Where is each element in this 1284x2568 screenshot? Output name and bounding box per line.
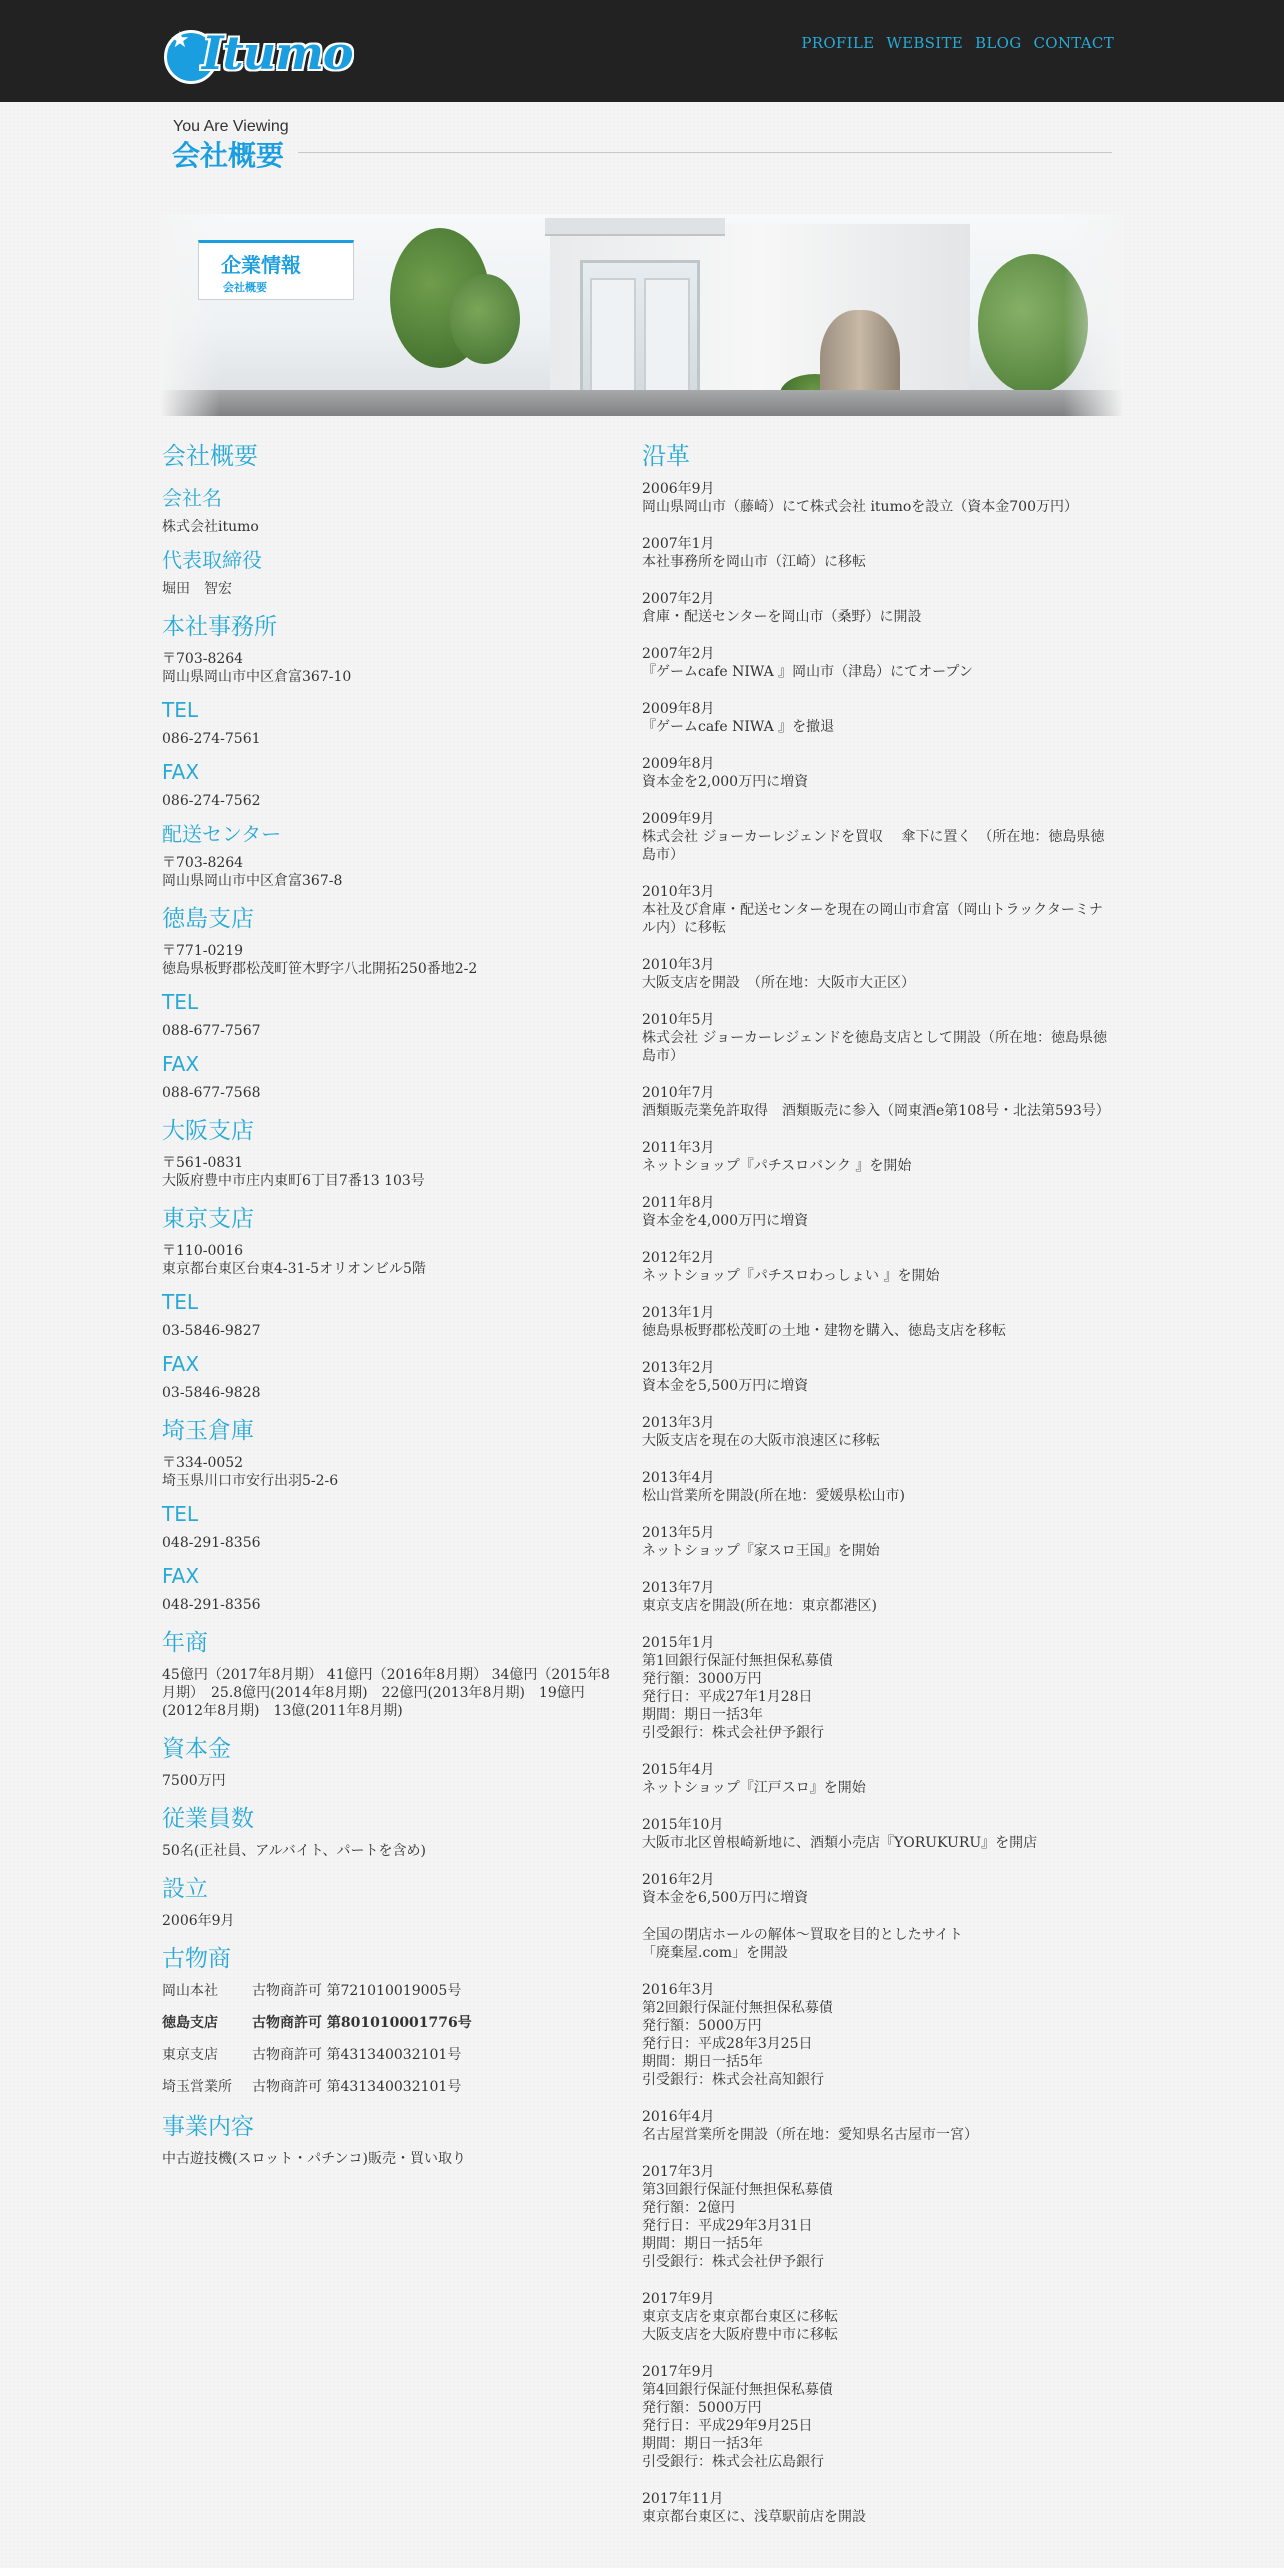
business-label: 事業内容 [162, 2114, 254, 2140]
history-entry [642, 700, 1112, 736]
tokyo-fax-label: FAX [162, 1352, 200, 1376]
logo-text: Itumo [202, 26, 353, 80]
employees-value: 50名(正社員、アルバイト、パートを含め) [162, 1843, 426, 1859]
history-text: 大阪支店を開設 （所在地：大阪市大正区） [642, 975, 915, 991]
history-date: 2016年4月 [642, 2109, 715, 2125]
antiques-place: 岡山本社 [162, 1983, 218, 1999]
head-fax-label: FAX [162, 760, 200, 784]
tokyo-value: 〒110-0016 東京都台東区台東4-31-5オリオンビル5階 [162, 1243, 426, 1277]
history-entry [642, 1011, 1112, 1065]
antiques-place: 徳島支店 [162, 2015, 218, 2031]
history-entry [642, 535, 1112, 571]
hero-label-sub: 会社概要 [223, 281, 267, 294]
history-entry [642, 1084, 1112, 1120]
antiques-place: 東京支店 [162, 2047, 218, 2063]
history-entry [642, 1524, 1112, 1560]
history-date: 2010年3月 [642, 884, 715, 900]
history-entry [642, 1249, 1112, 1285]
tokushima-value: 〒771-0219 徳島県板野郡松茂町笹木野字八北開拓250番地2-2 [162, 943, 478, 977]
history-date: 2017年11月 [642, 2491, 724, 2507]
you-are-viewing: You Are Viewing [173, 118, 289, 135]
capital-label: 資本金 [162, 1736, 231, 1762]
history-text: ネットショップ『江戸スロ』を開始 [642, 1780, 866, 1796]
antiques-license: 古物商許可 第801010001776号 [252, 2015, 472, 2031]
history-entry [642, 1414, 1112, 1450]
history-date: 2015年1月 [642, 1635, 715, 1651]
site-header [0, 0, 1284, 102]
company-profile [162, 436, 610, 2178]
history-date: 2015年10月 [642, 1817, 724, 1833]
history-text: 岡山県岡山市（藤崎）にて株式会社 itumoを設立（資本金700万円） [642, 499, 1078, 515]
hero-label-main: 企業情報 [221, 253, 301, 277]
hero-label [198, 240, 354, 300]
history-entry [642, 755, 1112, 791]
history-text: 松山営業所を開設(所在地：愛媛県松山市) [642, 1488, 905, 1504]
history-list [642, 480, 1112, 2526]
saitama-label: 埼玉倉庫 [162, 1418, 254, 1444]
history-date: 2010年3月 [642, 957, 715, 973]
history-text: 第3回銀行保証付無担保私募債 発行額：2億円 発行日：平成29年3月31日 期間：期日一括5年 引受銀行：株式会社伊予銀行 [642, 2182, 833, 2270]
history-date: 2009年8月 [642, 701, 715, 717]
history-entry [642, 1304, 1112, 1340]
founded-value: 2006年9月 [162, 1913, 235, 1929]
sales-value: 45億円（2017年8月期） 41億円（2016年8月期） 34億円（2015年8月期） 25.8億円(2014年8月期) 22億円(2013年8月期) 19億円(2012年8月期) 13億(2011年8月期) [162, 1667, 610, 1719]
saitama-tel-label: TEL [162, 1502, 198, 1526]
history-entry [642, 1816, 1112, 1852]
delivery-label: 配送センター [162, 822, 282, 846]
history-date: 2006年9月 [642, 481, 715, 497]
tokyo-fax-value: 03-5846-9828 [162, 1385, 261, 1401]
nav-website[interactable]: WEBSITE [886, 34, 964, 52]
history-text: 大阪市北区曽根崎新地に、酒類小売店『YORUKURU』を開店 [642, 1835, 1038, 1851]
head-office-label: 本社事務所 [162, 614, 277, 640]
tokushima-fax-label: FAX [162, 1052, 200, 1076]
star-icon: ★ [170, 28, 190, 53]
hero-door-pane [590, 278, 636, 398]
head-tel-label: TEL [162, 698, 198, 722]
tokushima-tel-value: 088-677-7567 [162, 1023, 261, 1039]
history-date: 2011年8月 [642, 1195, 715, 1211]
history-entry [642, 2290, 1112, 2344]
antiques-row [162, 2078, 610, 2096]
history-text: ネットショップ『家スロ王国』を開始 [642, 1543, 880, 1559]
history-text: 資本金を4,000万円に増資 [642, 1213, 809, 1229]
history-date: 2007年1月 [642, 536, 715, 552]
history-text: 株式会社 ジョーカーレジェンドを徳島支店として開設（所在地：徳島県徳島市） [642, 1030, 1107, 1064]
history-date: 2017年3月 [642, 2164, 715, 2180]
site-logo[interactable] [160, 26, 353, 86]
history-entry [642, 2363, 1112, 2471]
saitama-value: 〒334-0052 埼玉県川口市安行出羽5-2-6 [162, 1455, 339, 1489]
history-text: 大阪支店を現在の大阪市浪速区に移転 [642, 1433, 880, 1449]
history-entry [642, 1469, 1112, 1505]
head-fax-value: 086-274-7562 [162, 793, 261, 809]
history-date: 2013年4月 [642, 1470, 715, 1486]
history-date: 2009年9月 [642, 811, 715, 827]
profile-heading: 会社概要 [162, 442, 258, 470]
history-entry [642, 2108, 1112, 2144]
history-entry [642, 1981, 1112, 2089]
history-text: ネットショップ『パチスロバンク 』を開始 [642, 1158, 912, 1174]
history-text: 本社及び倉庫・配送センターを現在の岡山市倉富（岡山トラックターミナル内）に移転 [642, 902, 1103, 936]
osaka-label: 大阪支店 [162, 1118, 254, 1144]
history-text: 資本金を5,500万円に増資 [642, 1378, 809, 1394]
history-heading: 沿革 [642, 442, 690, 470]
tokyo-tel-value: 03-5846-9827 [162, 1323, 261, 1339]
history-text: 第2回銀行保証付無担保私募債 発行額：5000万円 発行日：平成28年3月25日 期間：期日一括5年 引受銀行：株式会社高知銀行 [642, 2000, 833, 2088]
page-title: 会社概要 [172, 139, 285, 172]
employees-label: 従業員数 [162, 1806, 254, 1832]
antiques-row [162, 2046, 610, 2064]
history-entry [642, 1926, 1112, 1962]
history-text: 倉庫・配送センターを岡山市（桑野）に開設 [642, 609, 922, 625]
history-date: 2015年4月 [642, 1762, 715, 1778]
history-entry [642, 810, 1112, 864]
nav-blog[interactable]: BLOG [975, 34, 1022, 52]
head-office-value: 〒703-8264 岡山県岡山市中区倉富367-10 [162, 651, 352, 685]
hero-banner [160, 214, 1124, 416]
history-entry [642, 1194, 1112, 1230]
saitama-fax-value: 048-291-8356 [162, 1597, 261, 1613]
history-text: 株式会社 ジョーカーレジェンドを買収 傘下に置く （所在地：徳島県徳島市） [642, 829, 1105, 863]
history-date: 2013年5月 [642, 1525, 715, 1541]
capital-value: 7500万円 [162, 1773, 226, 1789]
nav-profile[interactable]: PROFILE [801, 34, 875, 52]
tokushima-label: 徳島支店 [162, 906, 254, 932]
history-date: 2013年3月 [642, 1415, 715, 1431]
antiques-license: 古物商許可 第431340032101号 [252, 2079, 462, 2095]
history-text: 東京支店を東京都台東区に移転 大阪支店を大阪府豊中市に移転 [642, 2309, 838, 2343]
sales-label: 年商 [162, 1630, 208, 1656]
history-text: 東京都台東区に、浅草駅前店を開設 [642, 2509, 866, 2525]
antiques-license: 古物商許可 第721010019005号 [252, 1983, 462, 1999]
representative-label: 代表取締役 [162, 548, 262, 572]
history-text: 『ゲームcafe NIWA 』岡山市（津島）にてオープン [642, 664, 973, 680]
history-text: 第4回銀行保証付無担保私募債 発行額：5000万円 発行日：平成29年9月25日 期間：期日一括3年 引受銀行：株式会社広島銀行 [642, 2382, 833, 2470]
antiques-row [162, 2014, 610, 2032]
tokushima-fax-value: 088-677-7568 [162, 1085, 261, 1101]
company-name-label: 会社名 [162, 486, 222, 510]
business-value: 中古遊技機(スロット・パチンコ)販売・買い取り [162, 2151, 466, 2167]
nav-contact[interactable]: CONTACT [1033, 34, 1114, 52]
history-entry [642, 1871, 1112, 1907]
history-date: 2017年9月 [642, 2364, 715, 2380]
company-name-value: 株式会社itumo [162, 519, 259, 535]
history-text: 酒類販売業免許取得 酒類販売に参入（岡東酒e第108号・北法第593号） [642, 1103, 1110, 1119]
history-entry [642, 645, 1112, 681]
antiques-row [162, 1982, 610, 2000]
history-date: 2016年3月 [642, 1982, 715, 1998]
hero-roof [545, 218, 725, 236]
delivery-value: 〒703-8264 岡山県岡山市中区倉富367-8 [162, 855, 343, 889]
history-date: 2016年2月 [642, 1872, 715, 1888]
history-text: 東京支店を開設(所在地：東京都港区) [642, 1598, 877, 1614]
hero-tree [450, 274, 520, 364]
history-date: 2013年2月 [642, 1360, 715, 1376]
history-date: 2013年1月 [642, 1305, 715, 1321]
history-entry [642, 480, 1112, 516]
head-tel-value: 086-274-7561 [162, 731, 261, 747]
history-text: 本社事務所を岡山市（江崎）に移転 [642, 554, 866, 570]
history-text: 第1回銀行保証付無担保私募債 発行額：3000万円 発行日：平成27年1月28日 期間：期日一括3年 引受銀行：株式会社伊予銀行 [642, 1653, 833, 1741]
history-entry [642, 590, 1112, 626]
history-date: 2007年2月 [642, 591, 715, 607]
history-entry [642, 1139, 1112, 1175]
representative-value: 堀田 智宏 [162, 581, 232, 597]
history-entry [642, 2490, 1112, 2526]
history-text: 資本金を6,500万円に増資 [642, 1890, 809, 1906]
history-text: 名古屋営業所を開設（所在地：愛知県名古屋市一宮） [642, 2127, 978, 2143]
history-text: ネットショップ『パチスロわっしょい 』を開始 [642, 1268, 940, 1284]
history-text: 「廃棄屋.com」を開設 [642, 1945, 788, 1961]
tokyo-tel-label: TEL [162, 1290, 198, 1314]
history-text: 『ゲームcafe NIWA 』を撤退 [642, 719, 835, 735]
history-entry [642, 956, 1112, 992]
saitama-fax-label: FAX [162, 1564, 200, 1588]
history-entry [642, 1359, 1112, 1395]
antiques-place: 埼玉営業所 [162, 2079, 232, 2095]
history-date: 2010年5月 [642, 1012, 715, 1028]
hero-ground [160, 390, 1124, 416]
history-date: 2007年2月 [642, 646, 715, 662]
saitama-tel-value: 048-291-8356 [162, 1535, 261, 1551]
history-entry [642, 1634, 1112, 1742]
tokushima-tel-label: TEL [162, 990, 198, 1014]
history-date: 全国の閉店ホールの解体～買取を目的としたサイト [642, 1927, 963, 1943]
history-entry [642, 1579, 1112, 1615]
company-history [642, 436, 1112, 2545]
history-date: 2009年8月 [642, 756, 715, 772]
founded-label: 設立 [162, 1876, 208, 1902]
antiques-label: 古物商 [162, 1946, 231, 1972]
antiques-license: 古物商許可 第431340032101号 [252, 2047, 462, 2063]
hero-door-pane [644, 278, 690, 398]
history-date: 2012年2月 [642, 1250, 715, 1266]
osaka-value: 〒561-0831 大阪府豊中市庄内東町6丁目7番13 103号 [162, 1155, 425, 1189]
title-divider [298, 152, 1112, 153]
hero-fade [1064, 214, 1124, 416]
history-date: 2013年7月 [642, 1580, 715, 1596]
tokyo-label: 東京支店 [162, 1206, 254, 1232]
history-text: 資本金を2,000万円に増資 [642, 774, 809, 790]
history-entry [642, 883, 1112, 937]
history-date: 2011年3月 [642, 1140, 715, 1156]
history-text: 徳島県板野郡松茂町の土地・建物を購入、徳島支店を移転 [642, 1323, 1006, 1339]
main-nav [801, 34, 1114, 52]
history-date: 2010年7月 [642, 1085, 715, 1101]
history-entry [642, 1761, 1112, 1797]
history-date: 2017年9月 [642, 2291, 715, 2307]
history-entry [642, 2163, 1112, 2271]
